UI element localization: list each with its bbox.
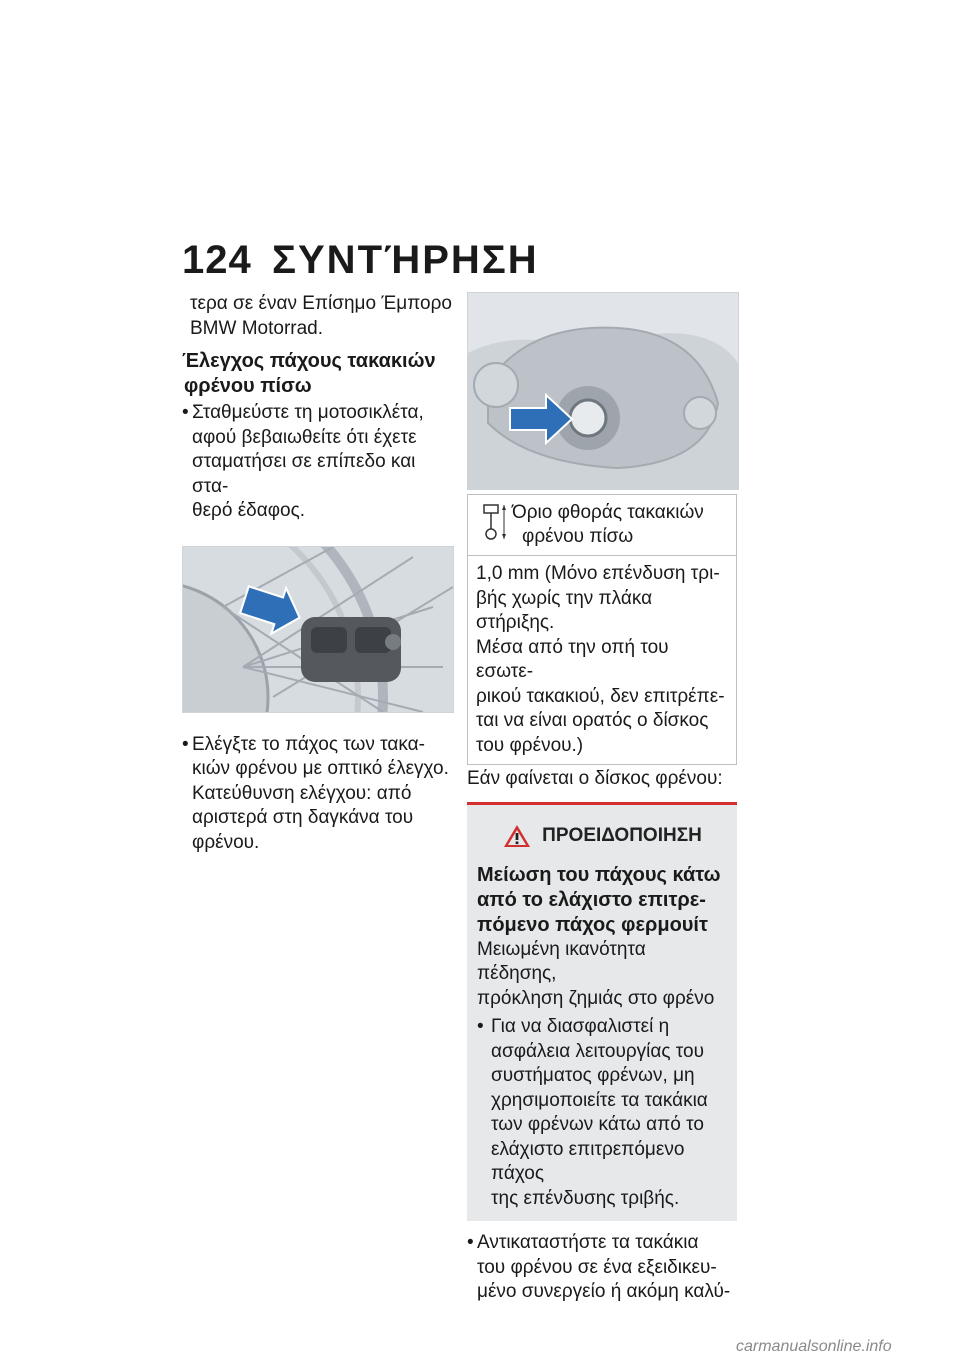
bullet-line: των φρένων κάτω από το	[491, 1114, 704, 1135]
warning-heading	[477, 863, 727, 938]
bullet-line: θερό έδαφος.	[192, 500, 306, 521]
spec-line: 1,0 mm (Μόνο επένδυση τρι-	[476, 563, 720, 584]
bullet-line: Ελέγξτε το πάχος των τακα-	[192, 733, 425, 755]
spec-value	[468, 556, 736, 764]
bullet-line: ελάχιστο επιτρεπόμενο πάχος	[491, 1138, 685, 1184]
bullet-line: συστήματος φρένων, μη	[491, 1065, 695, 1086]
bullet-dot: •	[477, 1016, 484, 1037]
bullet-line: ασφάλεια λειτουργίας του	[491, 1040, 704, 1062]
bullet-replace	[467, 1231, 737, 1305]
warning-heading-line: Μείωση του πάχους κάτω	[477, 863, 721, 886]
spec-line: Μέσα από την οπή του εσωτε-	[476, 636, 669, 682]
warning-title-text: ΠΡΟΕΙΔΟΠΟΙΗΣΗ	[542, 824, 702, 846]
intro-line-2: BMW Motorrad.	[190, 317, 324, 339]
spec-label-line-1: Όριο φθοράς τακακιών	[512, 502, 704, 523]
spec-header	[468, 495, 736, 556]
bullet-line: Αντικαταστήστε τα τακάκια	[477, 1232, 699, 1253]
warning-bullet	[477, 1015, 727, 1211]
warning-heading-line: από το ελάχιστο επιτρε-	[477, 888, 706, 911]
brake-caliper-photo	[467, 292, 739, 490]
page-number: 124	[182, 238, 252, 282]
rear-wheel-brake-photo	[182, 546, 454, 713]
bullet-line: φρένου.	[192, 831, 260, 853]
bullet-dot: •	[467, 1232, 474, 1253]
spec-line: του φρένου.)	[476, 734, 584, 756]
bullet-line: Κατεύθυνση ελέγχου: από	[192, 782, 412, 804]
spec-label-line-2: φρένου πίσω	[522, 526, 634, 547]
warning-heading-line: πόμενο πάχος φερμουίτ	[477, 913, 708, 936]
heading-line-2: φρένου πίσω	[184, 375, 312, 397]
bullet-line: χρησιμοποιείτε τα τακάκια	[491, 1089, 708, 1111]
bullet-park	[182, 401, 452, 524]
heading-line-1: Έλεγχος πάχους τακακιών	[182, 350, 436, 372]
bullet-line: Σταθμεύστε τη μοτοσικλέτα,	[192, 402, 424, 423]
caliper-illustration	[468, 293, 738, 489]
section-heading	[182, 349, 452, 399]
brake-pad-icon	[474, 501, 512, 543]
bullet-dot: •	[182, 733, 189, 755]
page-header	[182, 238, 539, 286]
bullet-line: αριστερά στη δαγκάνα του	[192, 807, 414, 828]
warning-content	[467, 863, 737, 1212]
bullet-check	[182, 733, 452, 856]
watermark-site: carmanualsonline.info	[736, 1338, 892, 1355]
bullet-line: κιών φρένου με οπτικό έλεγχο.	[192, 758, 449, 779]
section-title: ΣΥΝΤΉΡΗΣΗ	[272, 238, 539, 282]
bullet-line: σταματήσει σε επίπεδο και στα-	[192, 451, 416, 497]
disc-visible-text: Εάν φαίνεται ο δίσκος φρένου:	[467, 768, 723, 789]
warning-triangle-icon	[502, 823, 532, 849]
spec-line: ρικού τακακιού, δεν επιτρέπε-	[476, 685, 725, 707]
bullet-line: αφού βεβαιωθείτε ότι έχετε	[192, 426, 417, 448]
bullet-line: Για να διασφαλιστεί η	[491, 1016, 670, 1037]
bullet-line: του φρένου σε ένα εξειδικευ-	[477, 1256, 717, 1278]
warning-title	[467, 823, 737, 849]
bullet-line: μένο συνεργείο ή ακόμη καλύ-	[477, 1281, 731, 1302]
intro-line-1: τερα σε έναν Επίσημο Έμπορο	[190, 293, 452, 314]
bullet-dot: •	[182, 402, 189, 423]
warning-text-line: Μειωμένη ικανότητα πέδησης,	[477, 938, 646, 984]
warning-text-line: πρόκληση ζημιάς στο φρένο	[477, 987, 715, 1009]
spec-line: βής χωρίς την πλάκα στήριξης.	[476, 587, 653, 633]
spec-line: ται να είναι ορατός ο δίσκος	[476, 710, 709, 731]
rear-wheel-illustration	[183, 547, 453, 712]
spec-label	[512, 501, 704, 549]
bullet-line: της επένδυσης τριβής.	[491, 1187, 680, 1209]
wear-limit-spec-box	[467, 494, 737, 765]
warning-box	[467, 802, 737, 1222]
left-column	[182, 292, 452, 855]
right-column	[467, 292, 737, 1305]
